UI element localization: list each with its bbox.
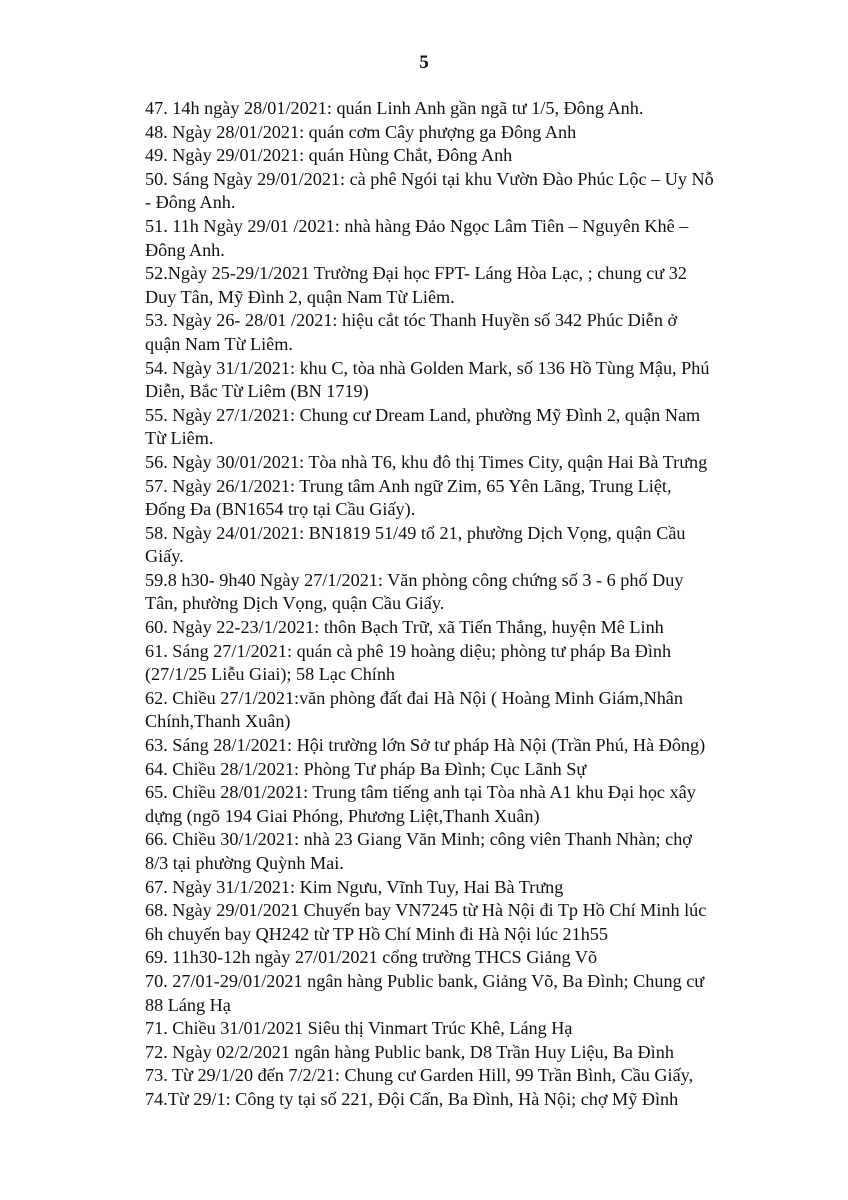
list-item-line: 47. 14h ngày 28/01/2021: quán Linh Anh gần ngã tư 1/5, Đông Anh. bbox=[145, 98, 644, 118]
list-item bbox=[145, 215, 785, 262]
list-item-line: Đống Đa (BN1654 trọ tại Cầu Giấy). bbox=[145, 499, 416, 520]
list-item bbox=[145, 781, 785, 828]
list-item-line: 71. Chiều 31/01/2021 Siêu thị Vinmart Trúc Khê, Láng Hạ bbox=[145, 1018, 573, 1039]
list-item bbox=[145, 404, 785, 451]
list-item-line: (27/1/25 Liễu Giai); 58 Lạc Chính bbox=[145, 664, 396, 685]
list-item-line: 59.8 h30- 9h40 Ngày 27/1/2021: Văn phòng công chứng số 3 - 6 phố Duy bbox=[145, 569, 684, 590]
list-item-line: 70. 27/01-29/01/2021 ngân hàng Public bank, Giảng Võ, Ba Đình; Chung cư bbox=[145, 970, 705, 991]
list-item-line: 58. Ngày 24/01/2021: BN1819 51/49 tổ 21, phường Dịch Vọng, quận Cầu bbox=[145, 522, 686, 543]
list-item bbox=[145, 876, 785, 900]
list-item-line: Đông Anh. bbox=[145, 239, 225, 260]
list-item bbox=[145, 168, 785, 215]
list-item bbox=[145, 970, 785, 1017]
list-item bbox=[145, 899, 785, 946]
list-item bbox=[145, 828, 785, 875]
list-item bbox=[145, 1017, 785, 1041]
list-item bbox=[145, 1041, 785, 1065]
list-item bbox=[145, 758, 785, 782]
list-item bbox=[145, 522, 785, 569]
list-item-line: - Đông Anh. bbox=[145, 192, 236, 213]
list-item-line: 56. Ngày 30/01/2021: Tòa nhà T6, khu đô thị Times City, quận Hai Bà Trưng bbox=[145, 451, 708, 472]
list-item-line: 88 Láng Hạ bbox=[145, 994, 231, 1015]
list-item bbox=[145, 451, 785, 475]
page-number: 5 bbox=[419, 52, 429, 73]
list-item-line: 54. Ngày 31/1/2021: khu C, tòa nhà Golden Mark, số 136 Hồ Tùng Mậu, Phú bbox=[145, 357, 710, 378]
list-item-line: 49. Ngày 29/01/2021: quán Hùng Chắt, Đông Anh bbox=[145, 145, 513, 166]
list-item-line: 68. Ngày 29/01/2021 Chuyến bay VN7245 từ Hà Nội đi Tp Hồ Chí Minh lúc bbox=[145, 900, 707, 921]
list-item bbox=[145, 1088, 785, 1112]
list-item-line: 48. Ngày 28/01/2021: quán cơm Cây phượng ga Đông Anh bbox=[145, 121, 577, 142]
list-item-line: 67. Ngày 31/1/2021: Kim Ngưu, Vĩnh Tuy, Hai Bà Trưng bbox=[145, 876, 564, 897]
list-item bbox=[145, 357, 785, 404]
list-item-line: 6h chuyến bay QH242 từ TP Hồ Chí Minh đi Hà Nội lúc 21h55 bbox=[145, 923, 608, 944]
list-item-line: 66. Chiều 30/1/2021: nhà 23 Giang Văn Minh; công viên Thanh Nhàn; chợ bbox=[145, 829, 692, 850]
list-item-line: 57. Ngày 26/1/2021: Trung tâm Anh ngữ Zim, 65 Yên Lãng, Trung Liệt, bbox=[145, 475, 672, 496]
list-item-line: 61. Sáng 27/1/2021: quán cà phê 19 hoàng diệu; phòng tư pháp Ba Đình bbox=[145, 640, 672, 661]
list-item-line: Duy Tân, Mỹ Đình 2, quận Nam Từ Liêm. bbox=[145, 286, 455, 307]
list-item-line: 55. Ngày 27/1/2021: Chung cư Dream Land, phường Mỹ Đình 2, quận Nam bbox=[145, 404, 701, 425]
list-item-line: Giấy. bbox=[145, 546, 184, 567]
list-item-line: 69. 11h30-12h ngày 27/01/2021 cổng trường THCS Giảng Võ bbox=[145, 947, 598, 968]
list-item-line: 60. Ngày 22-23/1/2021: thôn Bạch Trữ, xã Tiến Thắng, huyện Mê Linh bbox=[145, 617, 664, 638]
list-item-line: 65. Chiều 28/01/2021: Trung tâm tiếng anh tại Tòa nhà A1 khu Đại học xây bbox=[145, 782, 696, 803]
list-item-line: Tân, phường Dịch Vọng, quận Cầu Giấy. bbox=[145, 593, 445, 614]
list-item-line: 53. Ngày 26- 28/01 /2021: hiệu cắt tóc Thanh Huyền số 342 Phúc Diễn ở bbox=[145, 310, 678, 331]
list-item bbox=[145, 734, 785, 758]
list-item-line: 52.Ngày 25-29/1/2021 Trường Đại học FPT- Láng Hòa Lạc, ; chung cư 32 bbox=[145, 263, 687, 284]
list-item-line: Diễn, Bắc Từ Liêm (BN 1719) bbox=[145, 381, 369, 402]
list-item bbox=[145, 569, 785, 616]
list-item-line: Chính,Thanh Xuân) bbox=[145, 711, 291, 732]
list-item-line: 73. Từ 29/1/20 đến 7/2/21: Chung cư Garden Hill, 99 Trần Bình, Cầu Giấy, bbox=[145, 1065, 694, 1086]
list-item-line: 74.Từ 29/1: Công ty tại số 221, Đội Cấn, Ba Đình, Hà Nội; chợ Mỹ Đình bbox=[145, 1088, 679, 1109]
list-item bbox=[145, 121, 785, 145]
list-item bbox=[145, 1064, 785, 1088]
list-item-line: 51. 11h Ngày 29/01 /2021: nhà hàng Đảo Ngọc Lâm Tiên – Nguyên Khê – bbox=[145, 215, 689, 236]
list-item-line: 72. Ngày 02/2/2021 ngân hàng Public bank, D8 Trần Huy Liệu, Ba Đình bbox=[145, 1041, 674, 1062]
list-item-line: 64. Chiều 28/1/2021: Phòng Tư pháp Ba Đình; Cục Lãnh Sự bbox=[145, 758, 587, 779]
list-item bbox=[145, 144, 785, 168]
list-item-line: 63. Sáng 28/1/2021: Hội trường lớn Sở tư pháp Hà Nội (Trần Phú, Hà Đông) bbox=[145, 735, 706, 756]
list-item bbox=[145, 640, 785, 687]
list-item-line: 50. Sáng Ngày 29/01/2021: cà phê Ngói tại khu Vườn Đào Phúc Lộc – Uy Nỗ bbox=[145, 168, 714, 189]
list-item bbox=[145, 262, 785, 309]
list-item-line: dựng (ngõ 194 Giai Phóng, Phương Liệt,Thanh Xuân) bbox=[145, 805, 540, 826]
list-item bbox=[145, 616, 785, 640]
list-item bbox=[145, 946, 785, 970]
list-item-line: Từ Liêm. bbox=[145, 428, 214, 449]
list-item bbox=[145, 687, 785, 734]
location-list bbox=[145, 97, 785, 1112]
list-item-line: 62. Chiều 27/1/2021:văn phòng đất đai Hà Nội ( Hoàng Minh Giám,Nhân bbox=[145, 687, 683, 708]
list-item bbox=[145, 475, 785, 522]
list-item bbox=[145, 309, 785, 356]
list-item-line: 8/3 tại phường Quỳnh Mai. bbox=[145, 853, 344, 873]
list-item bbox=[145, 97, 785, 121]
list-item-line: quận Nam Từ Liêm. bbox=[145, 333, 293, 354]
